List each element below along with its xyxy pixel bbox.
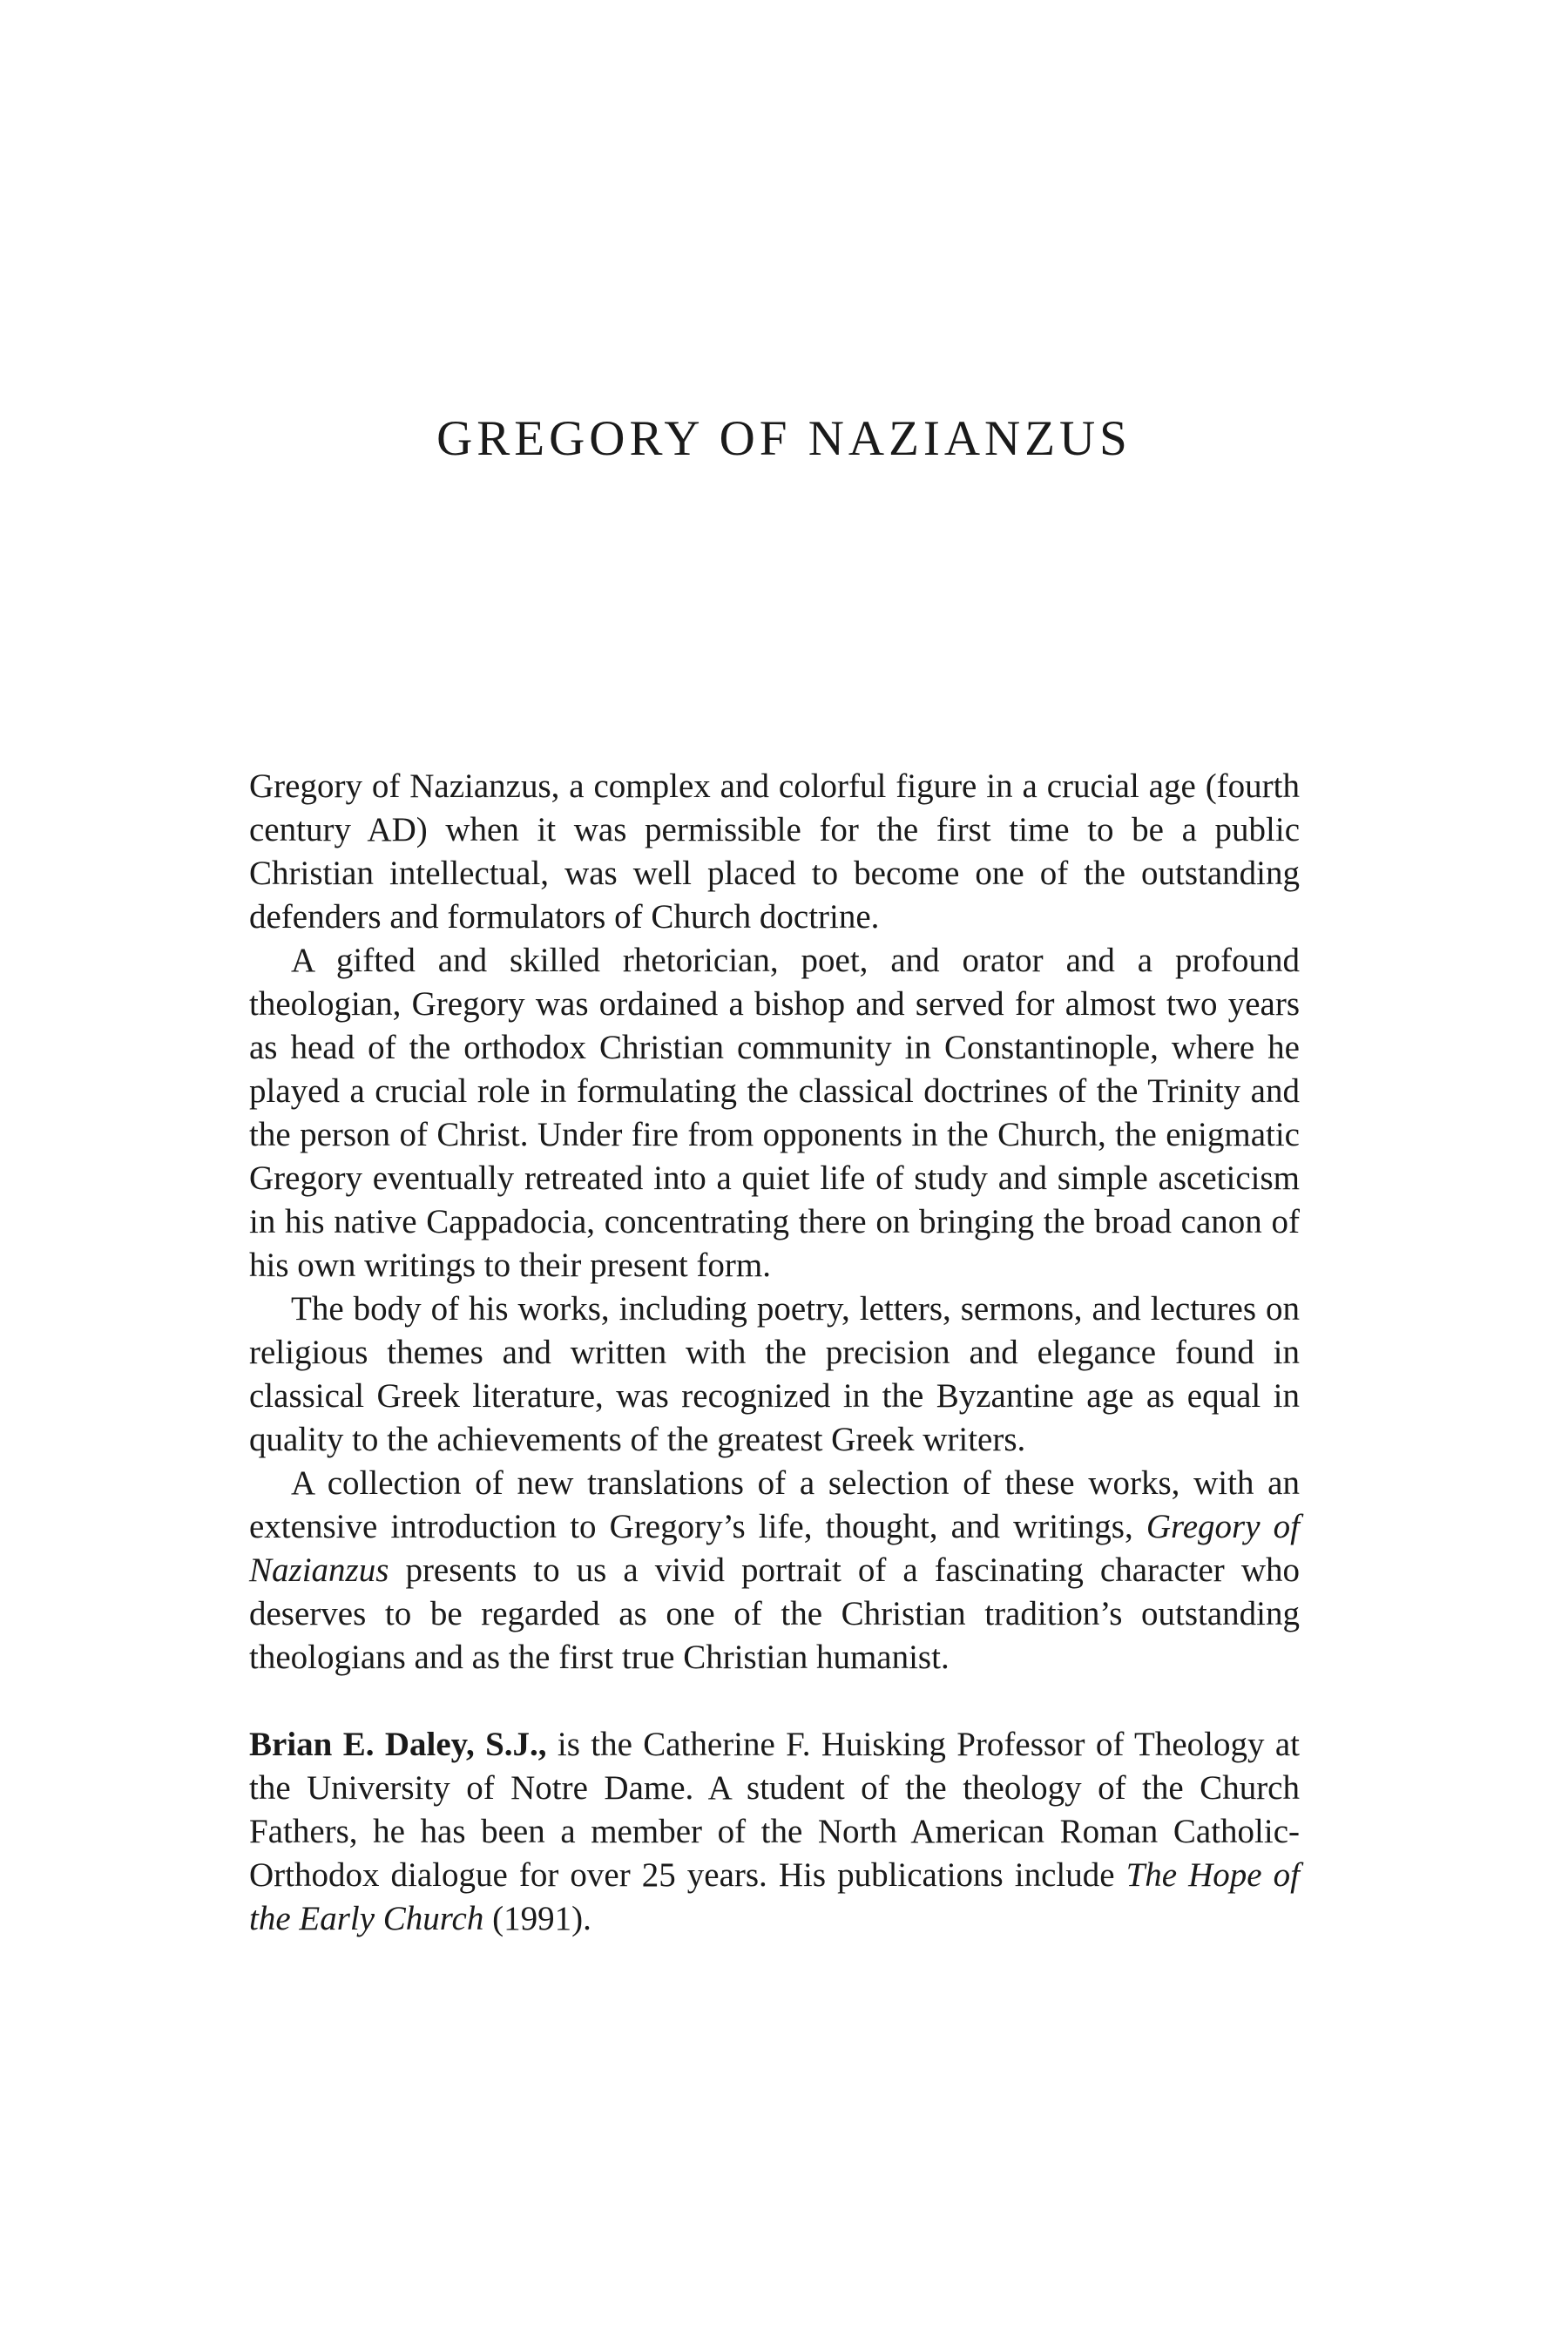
description-body (249, 765, 1300, 1941)
author-bio (249, 1723, 1300, 1941)
paragraph-works: The body of his works, including poetry, letters, sermons, and lectures on religious themes and written with the precision and elegance found in classical Greek literature, was recognized in the Byzantine age as equal in quality to the achievements of the greatest Greek writers. (249, 1290, 1300, 1458)
page-title: GREGORY OF NAZIANZUS (436, 411, 1132, 466)
paragraph-intro: Gregory of Nazianzus, a complex and colorful figure in a crucial age (fourth century AD) when it was permissible for the first time to be a public Christian intellectual, was well placed to become one of the outstanding defenders and formulators of Church doctrine. (249, 767, 1300, 936)
author-name: Brian E. Daley, S.J., (249, 1726, 547, 1763)
paragraph-collection (249, 1462, 1300, 1680)
author-publication-title: The Hope of the Early Church (249, 1856, 1300, 1937)
book-title-italic: Gregory of Nazianzus (249, 1508, 1301, 1589)
author-bio-text: is the Catherine F. Huisking Professor of Theology at the University of Notre Dame. A student of the theology of the Church Fathers, he has been a member of the North American Roman Catholic-Orthodox dialogue for over 25 years. His publications include (249, 1726, 1300, 1894)
paragraph-rhetorician: A gifted and skilled rhetorician, poet, and orator and a profound theologian, Gregory was ordained a bishop and served for almost two years as head of the orthodox Christian community in Constantinople, where he played a crucial role in formulating the classical doctrines of the Trinity and the person of Christ. Under fire from opponents in the Church, the enigmatic Gregory eventually retreated into a quiet life of study and simple asceticism in his native Cappadocia, concentrating there on bringing the broad canon of his own writings to their present form. (249, 942, 1300, 1284)
collection-text-after: presents to us a vivid portrait of a fascinating character who deserves to be regarded as one of the Christian tradition’s outstanding theologians and as the first true Christian humanist. (249, 1551, 1300, 1676)
collection-text-before: A collection of new translations of a selection of these works, with an extensive introduction to Gregory’s life, thought, and writings, (249, 1464, 1300, 1545)
author-publication-year: (1991). (483, 1900, 591, 1937)
